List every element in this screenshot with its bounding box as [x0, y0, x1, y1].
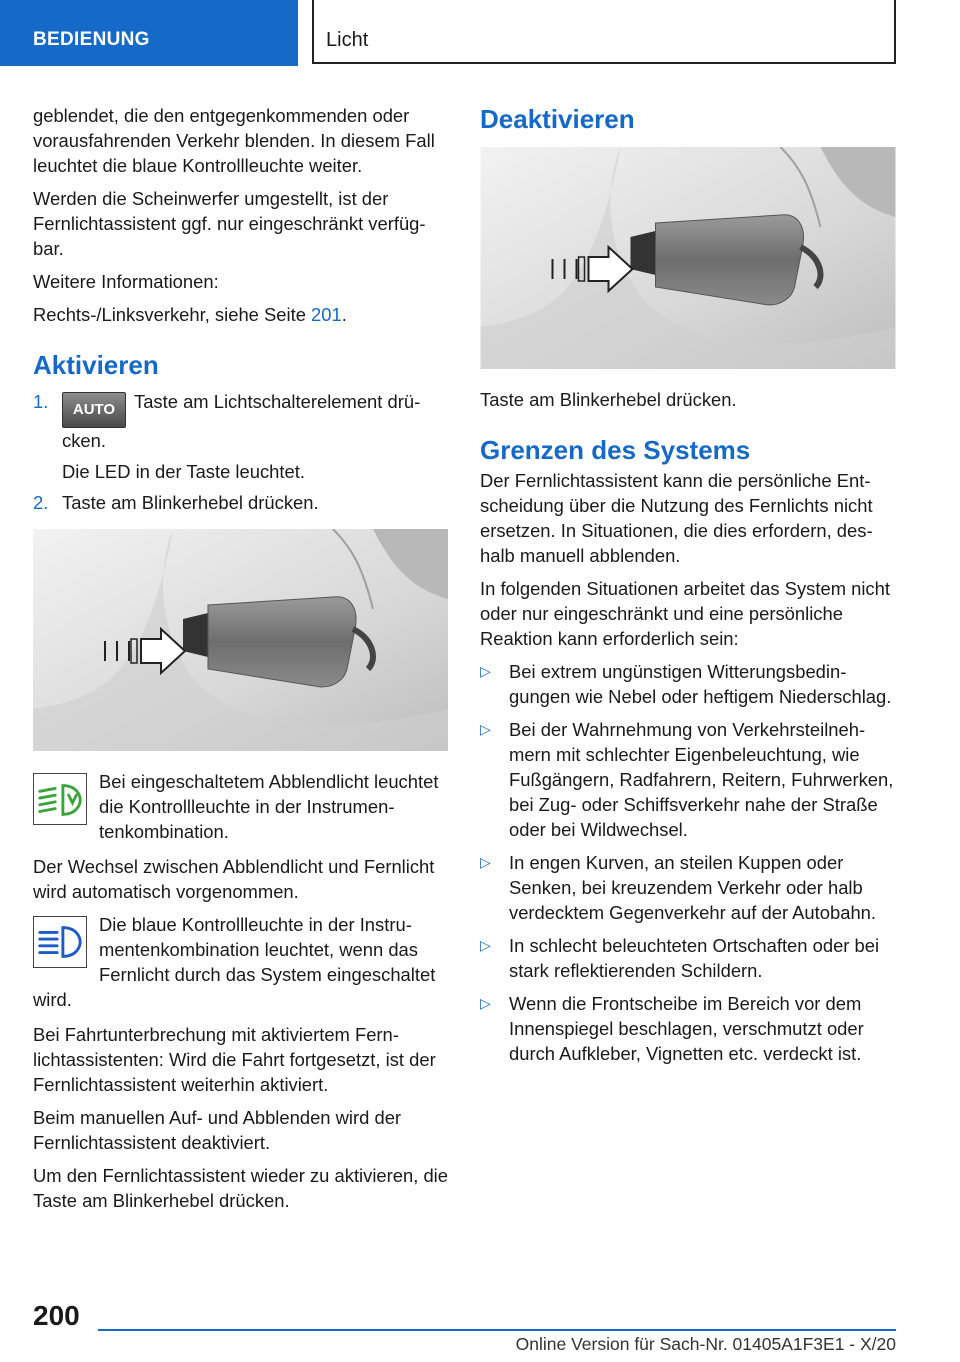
cross-reference: [33, 302, 448, 327]
step-item: [33, 389, 448, 484]
bullet-triangle-icon: ▷: [480, 937, 491, 953]
high-beam-note: [33, 912, 448, 1012]
turn-signal-lever-figure-deactivate: [480, 147, 896, 369]
high-beam-note-text: Die blaue Kontrollleuchte in der Instrumentenkombination leuchtet, wenn das Fernlicht durch das System eingeschaltet wird.: [33, 914, 436, 1010]
heading-deactivate: Deaktivieren: [480, 104, 635, 134]
list-item-text: In engen Kurven, an steilen Kuppen oder Senken, bei kreuzendem Verkehr oder halb verdecktem Gegenverkehr auf der Autobahn.: [509, 852, 877, 923]
step-text: Taste am Blinkerhebel drücken.: [62, 492, 319, 513]
section-tab: [0, 0, 298, 66]
interrupt-paragraph: Bei Fahrtunterbrechung mit aktiviertem Fernlichtassistenten: Wird die Fahrt fortgesetzt, ist der Fernlichtassistent weiterhin aktiviert.: [33, 1024, 436, 1095]
limits-list: [480, 659, 896, 1066]
bullet-triangle-icon: ▷: [480, 721, 491, 737]
list-item: [480, 659, 896, 709]
list-item-text: In schlecht beleuchteten Ortschaften oder bei stark reflektierenden Schildern.: [509, 935, 880, 981]
list-item: [480, 850, 896, 925]
page-link[interactable]: 201: [311, 304, 342, 325]
cross-reference-text: Rechts-/Linksverkehr, siehe Seite: [33, 304, 312, 325]
turn-signal-lever-figure: [33, 529, 448, 751]
deactivate-text: Taste am Blinkerhebel drücken.: [480, 389, 737, 410]
right-column: [480, 103, 896, 1074]
activation-steps: [33, 389, 448, 515]
cross-reference-end: .: [341, 304, 347, 325]
step-number: 1.: [33, 391, 49, 412]
section-title: BEDIENUNG: [33, 29, 150, 50]
page-number: 200: [33, 1300, 80, 1331]
list-item: [480, 717, 896, 842]
limits-paragraph-1: Der Fernlichtassistent kann die persönliche Entscheidung über die Nutzung des Fernlichts nicht ersetzen. In Situationen, die dies erfordern, deshalb manuell abblenden.: [480, 470, 873, 566]
auto-button-icon: AUTO: [62, 392, 126, 428]
left-column: [33, 103, 448, 1221]
switch-paragraph: Der Wechsel zwischen Abblendlicht und Fernlicht wird automatisch vorgenommen.: [33, 856, 435, 902]
high-beam-indicator-icon: [33, 916, 87, 968]
limits-paragraph-2: In folgenden Situationen arbeitet das System nicht oder nur eingeschränkt und eine persönliche Reaktion kann erforderlich sein:: [480, 578, 890, 649]
bullet-triangle-icon: ▷: [480, 995, 491, 1011]
online-version-text: Online Version für Sach-Nr. 01405A1F3E1 - X/20: [515, 1334, 896, 1354]
reactivate-paragraph: Um den Fernlichtassistent wieder zu aktivieren, die Taste am Blinkerhebel drücken.: [33, 1165, 448, 1211]
intro-paragraph-1: geblendet, die den entgegenkommenden oder vorausfahrenden Verkehr blenden. In diesem Fall leuchtet die blaue Kontrollleuchte weiter.: [33, 105, 435, 176]
bullet-triangle-icon: ▷: [480, 663, 491, 679]
intro-paragraph-2: Werden die Scheinwerfer umgestellt, ist der Fernlichtassistent ggf. nur eingeschränkt verfügbar.: [33, 188, 426, 259]
step-subtext: Die LED in der Taste leuchtet.: [62, 461, 305, 482]
step-item: [33, 490, 448, 515]
intro-paragraph-3: Weitere Informationen:: [33, 271, 219, 292]
bullet-triangle-icon: ▷: [480, 854, 491, 870]
list-item-text: Bei extrem ungünstigen Witterungsbedingungen wie Nebel oder heftigem Niederschlag.: [509, 661, 892, 707]
heading-system-limits: Grenzen des Systems: [480, 435, 751, 465]
chapter-tab: [312, 0, 896, 64]
manual-paragraph: Beim manuellen Auf- und Abblenden wird der Fernlichtassistent deaktiviert.: [33, 1107, 402, 1153]
step-text: Taste am Lichtschalterelement drücken.: [62, 391, 421, 451]
low-beam-note-text: Bei eingeschaltetem Abblendlicht leuchtet die Kontrollleuchte in der Instrumentenkombination.: [99, 771, 439, 842]
heading-activate: Aktivieren: [33, 350, 159, 380]
step-number: 2.: [33, 492, 49, 513]
list-item: [480, 933, 896, 983]
list-item-text: Wenn die Frontscheibe im Bereich vor dem Innenspiegel beschlagen, verschmutzt oder durch Aufkleber, Vignetten etc. verdeckt ist.: [509, 993, 864, 1064]
low-beam-note: [33, 769, 448, 844]
footer-divider: [98, 1329, 896, 1331]
chapter-title: Licht: [326, 29, 369, 51]
list-item-text: Bei der Wahrnehmung von Verkehrsteilnehmern mit schlechter Eigenbeleuchtung, wie Fußgängern, Radfahrern, Reitern, Fuhrwerken, bei Zug- oder Schiffsverkehr nahe der Straße oder bei Wildwechsel.: [509, 719, 894, 840]
low-beam-assistant-indicator-icon: [33, 773, 87, 825]
list-item: [480, 991, 896, 1066]
